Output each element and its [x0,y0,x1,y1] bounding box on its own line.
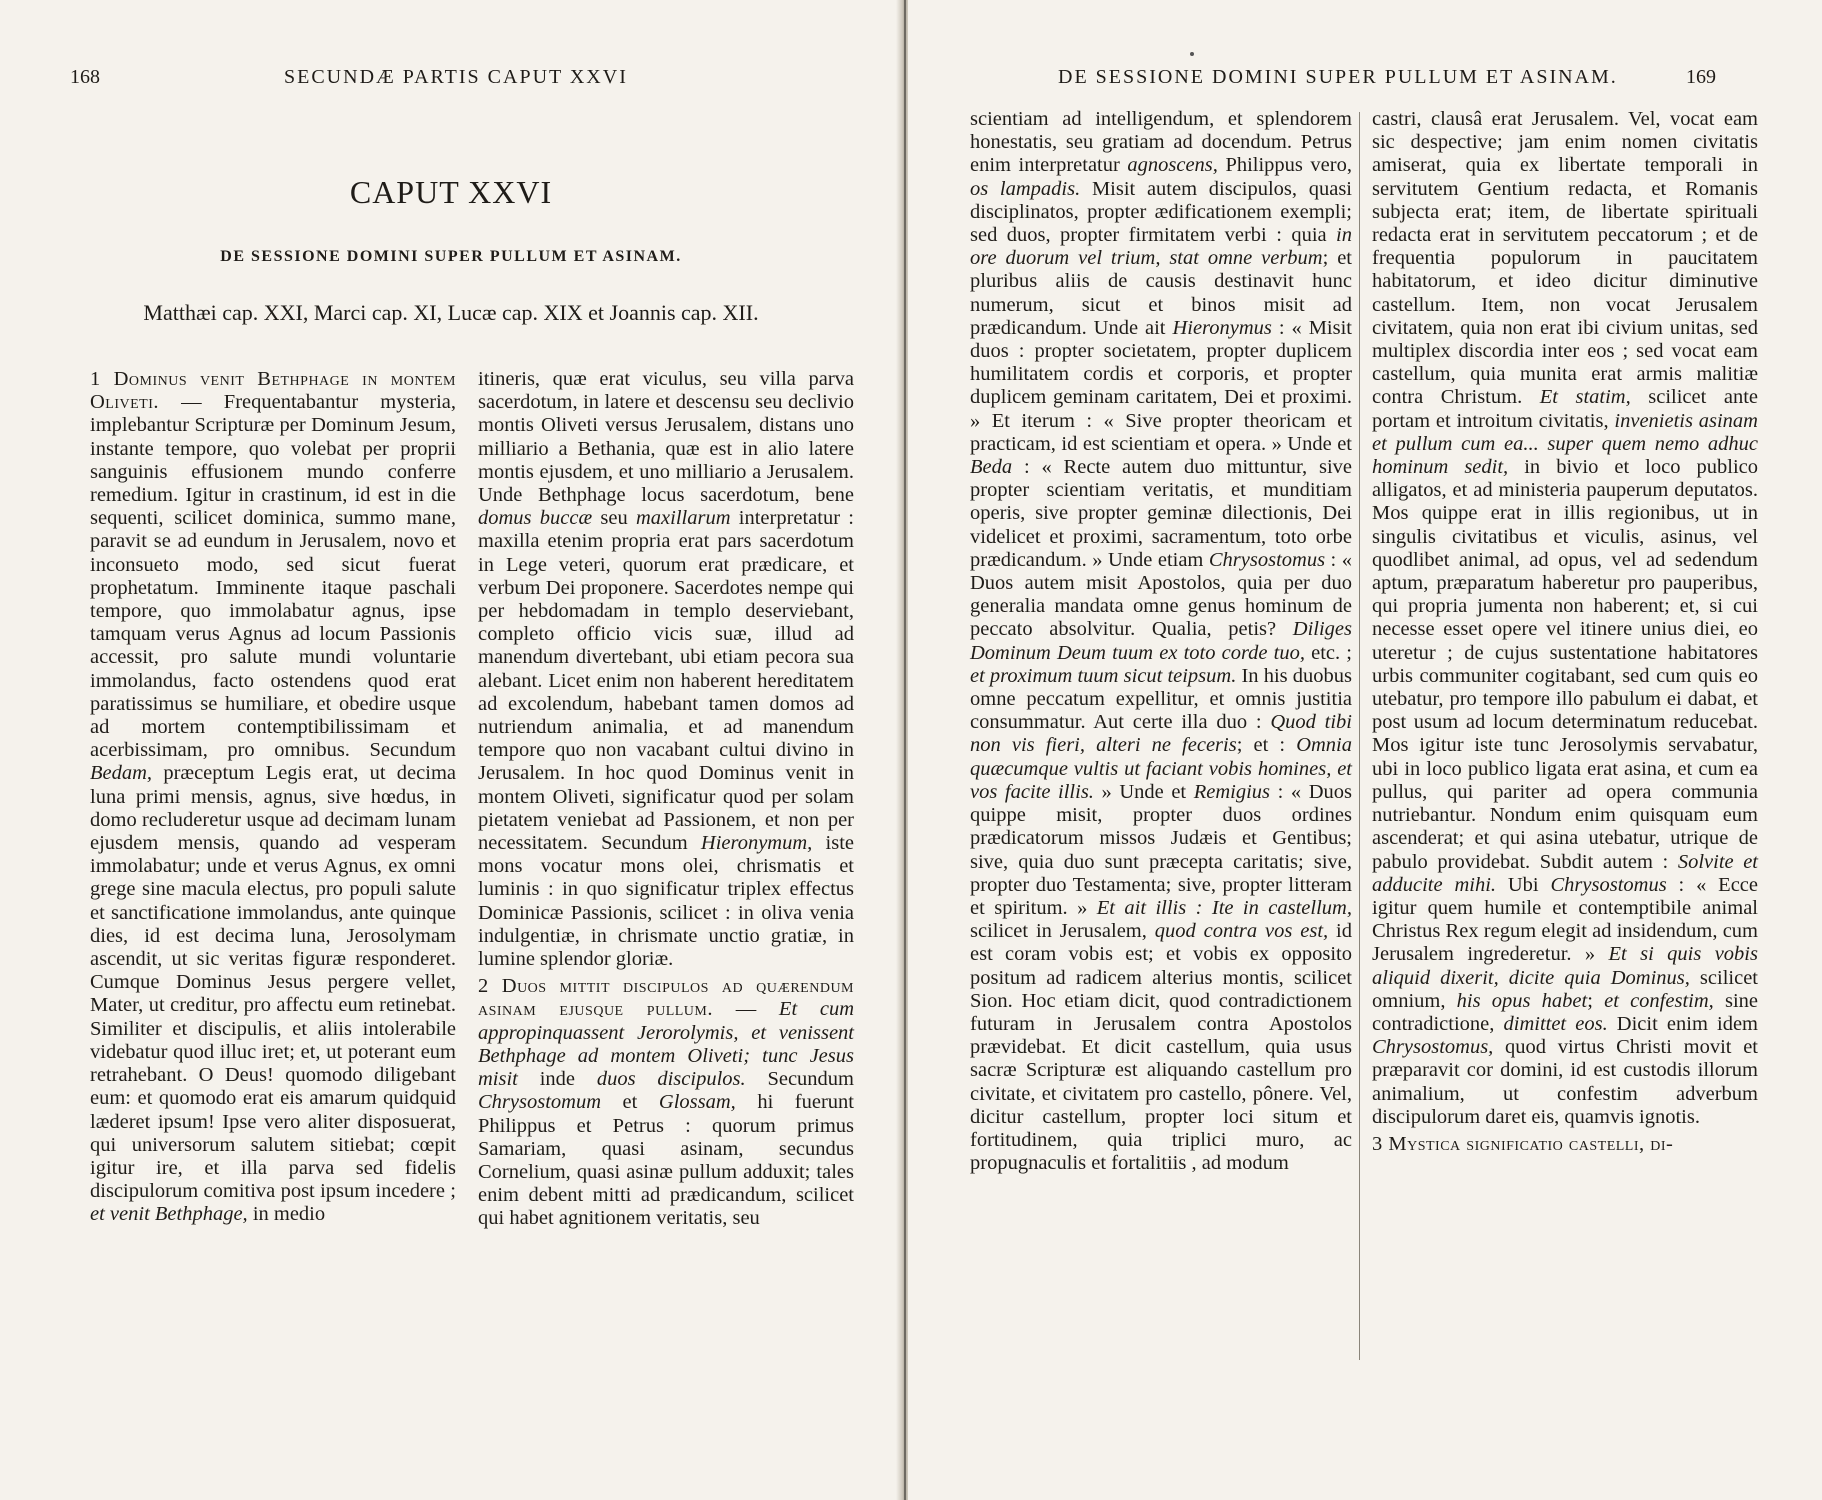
paragraph-2-continued-2 [1372,108,1758,1129]
text-run: » Unde et [1093,780,1194,803]
section-heading-1: 1 Dominus venit Bethphage in montem Oliveti. [90,368,456,414]
italic-run: Chrysostomum [478,1091,602,1114]
italic-run: Solvite et adducite mihi. [1372,850,1758,896]
text-run: interpretatur : maxilla etenim propria erat pars sacerdotum in Lege veteri, quorum erat prædicare, et verbum Dei proponere. Sacerdotes nempe qui per hebdomadam in templo deserviebant, completo officio vicis suæ, illud ad manendum divertebant, ubi etiam pecora sua alebant. Licet enim non haberent hereditatem ad excolendum, habebant tamen domos ad nutriendum animalia, et ad manendum tempore quo non vacabant cultui divino in Jerusalem. In hoc quod Dominus venit in montem Oliveti, significatur quod per solam pietatem veniebat ad Passionem, et non per necessitatem. Secundum [478,507,855,855]
text-run: in bivio et loco publico alligatos, et ad ministeria pauperum deputatos. Mos quippe erat in illis regionibus, ut in singulis civitatibus et viculis, asinus, vel quodlibet animal, ad opus, vel ad sedendum aptum, præparatum haberetur pro pauperibus, qui propria jumenta non haberent; et, si cui necesse esset opere vel itinere unius diei, eo uteretur ; de cujus sustentatione habitatores urbis communiter cogitabant, sed cum quis eo utebatur, pro tempore illo pabulum ei dabat, et post usum ad locum determinatum reducebat. Mos igitur iste tunc Jerosolymis servabatur, ubi in loco publico ligata erat asina, et cum ea pullus, qui pariter ad opera communia nutriebantur. Nondum enim quisquam eum ascenderat; et qui asina utebatur, utrique de pabulo providebat. Subdit autem : [1372,456,1758,873]
italic-run: Remigius [1193,780,1271,803]
paragraph-2-continued [970,108,1352,1175]
italic-run: Et ait illis : Ite in castellum, [1096,896,1352,919]
section-heading-3: 3 Mystica significatio castelli, di- [1372,1132,1674,1155]
text-run: — Frequentabantur mysteria, implebantur Scripturæ per Dominum Jesum, instante tempore, quo volebat per proprii sanguinis effusionem mundo conferre remedium. Igitur in crastinum, id est in die sequenti, scilicet dominica, summo mane, paravit se ad eundum in Jerusalem, novo et inconsueto modo, sed sicut fuerat prophetatum. Imminente itaque paschali tempore, quo immolabatur agnus, ipse tamquam verus Agnus ad locum Passionis accessit, pro salute mundi voluntarie immolandus, facto ostendens quod erat paratissimus se humiliare, et obedire usque ad mortem contemptibilissimam et acerbissimam, pro omnibus. Secundum [90,391,456,762]
italic-run: Bedam, [90,762,153,785]
text-run: Ubi [1496,873,1551,896]
italic-run: invenietis asinam et pullum cum ea... super quem nemo adhuc hominum sedit, [1372,409,1758,479]
italic-run: agnoscens, [1127,154,1218,177]
gutter-line [904,0,906,1500]
section-heading-2: 2 Duos mittit discipulos ad quærendum asinam ejusque pullum. [478,975,854,1021]
text-run: ; et : [1236,734,1297,757]
italic-run: Chrysostomus [1208,548,1326,571]
text-run: hi fuerunt Philippus et Petrus : quorum primus Samariam, quasi asinam, secundus Cornelium, quasi asinæ pullum adduxit; tales enim debent mitti ad prædicandum, scilicet qui habet agnitionem veritatis, seu [478,1091,854,1230]
text-run: præceptum Legis erat, ut decima luna primi mensis, agnus, sive hœdus, in domo recluderetur usque ad decimam lunam ejusdem mensis, quando ad vesperam immolabatur; unde et verus Agnus, ex omni grege sine macula electus, pro populi salute et sanctificatione immolandus, ante quinque dies, id est decima luna, Jerosolymam ascendit, ut sic veritas figuræ responderet. Cumque Dominus Jesus pergere vellet, Mater, ut creditur, pro affectu eum retinebat. Similiter et discipulis, et aliis intolerabile videbatur quod illuc iret; et, ut poterant eum retrahebant. O Deus! quomodo diligebant eum: et quomodo erat eis amarum quidquid læderet ipsum! Ipse vero aliter disposuerat, qui universorum salutem sitiebat; cœpit igitur ire, et illa parva sed fidelis discipulorum comitiva post ipsum incedere ; [90,762,456,1203]
left-page [0,0,902,1500]
running-head-right: DE SESSIONE DOMINI SUPER PULLUM ET ASINAM. [1058,66,1618,88]
left-column-2 [478,368,854,1231]
right-column-1 [970,108,1352,1175]
text-run: quod virtus Christi movit et præparavit cor domini, id est custodis illorum animalium, ut confestim adverbum discipulorum daret eis, quamvis ignotis. [1372,1036,1758,1128]
right-page [908,0,1822,1500]
text-run: scientiam ad intelligendum, et splendorem honestatis, seu gratiam ad docendum. Petrus enim interpretatur [970,108,1352,177]
text-run: etc. ; [1305,641,1352,664]
text-run: : « Misit duos : propter societatem, propter duplicem humilitatem cordis et corporis, et propter duplicem geminam caritatem, Dei et proximi. » Et iterum : « Sive propter theoricam et practicam, id est scientiam et opera. » Unde et [970,316,1352,455]
italic-run: domus buccæ [478,507,593,530]
italic-run: Et cum appropinquassent Jerorolymis, et venissent Bethphage ad montem Oliveti; tunc Jesus misit [478,998,854,1091]
italic-run: his opus habet [1456,989,1588,1012]
italic-run: dimittet eos. [1503,1012,1608,1035]
text-run: ; et pluribus aliis de causis destinavit hunc numerum, sicut et binos misit ad prædicandum. Unde ait [970,247,1352,339]
text-run: Misit autem discipulos, quasi disciplinatos, propter ædificationem exempli; sed duos, propter firmitatem verbi : quia [970,177,1353,247]
page-number-left: 168 [70,66,100,88]
text-run: itineris, quæ erat viculus, seu villa parva sacerdotum, in latere et descensu seu declivio montis Oliveti versus Jerusalem, distans uno milliario a Bethania, quæ est in alio latere montis ejusdem, et uno milliario a Jerusalem. Unde Bethphage locus sacerdotum, bene [478,368,854,507]
text-run: Philippus vero, [1217,154,1352,177]
italic-run: Quod tibi non vis fieri, alteri ne feceris [970,711,1352,757]
text-run: seu [592,507,636,530]
column-rule-right [1359,112,1360,1360]
text-run: inde [517,1068,597,1091]
chapter-subtitle: DE SESSIONE DOMINI SUPER PULLUM ET ASINAM. [220,248,682,265]
italic-run: et venit Bethphage, [90,1203,248,1226]
italic-run: Hieronymum, [700,832,813,855]
text-run: et [601,1091,659,1114]
italic-run: Chrysostomus, [1372,1036,1494,1059]
text-run: — [713,998,779,1021]
text-run: scilicet omnium, [1372,966,1758,1012]
italic-run: Hieronymus [1172,316,1272,339]
italic-run: quod contra vos est, [1154,920,1329,943]
text-run: Secundum [745,1068,855,1091]
italic-run: Et si quis vobis aliquid dixerit, dicite quia Dominus, [1372,943,1758,989]
italic-run: et proximum tuum sicut teipsum. [970,664,1237,687]
italic-run: Diliges Dominum Deum tuum ex toto corde tuo, [970,618,1352,664]
italic-run: Glossam, [658,1091,736,1114]
paragraph-2 [478,975,854,1230]
italic-run: Omnia quæcumque vultis ut faciant vobis homines, et vos facite illis. [970,734,1353,803]
text-run: : « Duos autem misit Apostolos, quia per duo generalia mandata omne genus hominum de peccato absolvitur. Qualia, petis? [970,548,1352,641]
left-column-1 [90,368,456,1227]
italic-run: in ore duorum vel trium, stat omne verbum [970,224,1352,270]
right-column-2 [1372,108,1758,1156]
italic-run: Et statim, [1539,386,1631,409]
text-run: sine contradictione, [1372,989,1758,1035]
text-run: : « Recte autem duo mittuntur, sive propter scientiam veritatis, et munditiam operis, sive propter geminæ dilectionis, Dei videlicet et proximi, sacramentum, toto orbe prædicandum. » Unde etiam [970,456,1352,571]
paragraph-1-continued [478,368,854,971]
text-run: scilicet in Jerusalem, [970,920,1155,943]
printer-mark [1190,52,1194,56]
text-run: in medio [247,1203,326,1226]
page-number-right: 169 [1686,66,1716,88]
italic-run: Beda [970,456,1013,479]
text-run: Dicit enim idem [1607,1012,1758,1035]
italic-run: et confestim, [1604,989,1714,1012]
italic-run: maxillarum [635,507,731,530]
text-run: id est coram vobis est; et vobis ex opposito positum ad radicem alterius montis, scilicet Sion. Hoc etiam dicit, quod contradictionem futuram in Jerusalem contra Apostolos prævidebat. Et dicit castellum, quia usus sacræ Scripturæ est aliquando castellum pro civitate, et civitatem pro castello, pônere. Vel, dicitur castellum, propter loci situm et fortitudinem, quia triplici muro, ac propugnaculis et fortalitiis , ad modum [970,920,1352,1175]
italic-run: Chrysostomus [1550,873,1667,896]
running-head-left: SECUNDÆ PARTIS CAPUT XXVI [284,66,628,88]
paragraph-3 [1372,1133,1758,1156]
paragraph-1 [90,368,456,1227]
text-run: scilicet ante portam et introitum civitatis, [1372,386,1758,432]
chapter-title: CAPUT XXVI [349,174,553,210]
text-run: In his duobus omne peccatum expellitur, et omnis justitia consummatur. Aut certe illa duo : [970,664,1352,734]
italic-run: os lampadis. [970,177,1081,200]
text-run: : « Ecce igitur quem humile et contemptibile animal Christus Rex regum elegit ad insidendum, cum Jerusalem ingrederetur. » [1372,873,1758,966]
text-run: castri, clausâ erat Jerusalem. Vel, vocat eam sic despective; jam enim nomen civitatis amiserat, quia ex libertate temporali in servitutem Gentium redacta, et Romanis subjecta erat; item, de libertate spirituali redacta erat in servitutem peccatorum ; et de frequentia populorum in paucitatem habitatorum, et ideo dicitur diminutive castellum. Item, non vocat Jerusalem civitatem, quia non erat ibi civium unitas, sed multiplex discordia inter eos ; sed vocat eam castellum, quia munita erat armis malitiæ contra Christum. [1372,108,1758,409]
text-run: : « Duos quippe misit, propter duos ordines prædicatorum missos Judæis et Gentibus; sive, quia duo sunt præcepta caritatis; sive, propter duo Testamenta; sive, propter litteram et spiritum. » [970,780,1352,919]
text-run: iste mons vocatur mons olei, chrismatis et luminis : in quo significatur triplex effectus Dominicæ Passionis, scilicet : in oliva venia indulgentiæ, in chrismate unctio gratiæ, in lumine splendor gloriæ. [478,832,855,971]
text-run: ; [1587,989,1605,1012]
chapter-references: Matthæi cap. XXI, Marci cap. XI, Lucæ cap. XIX et Joannis cap. XII. [143,300,759,325]
italic-run: duos discipulos. [596,1068,746,1091]
